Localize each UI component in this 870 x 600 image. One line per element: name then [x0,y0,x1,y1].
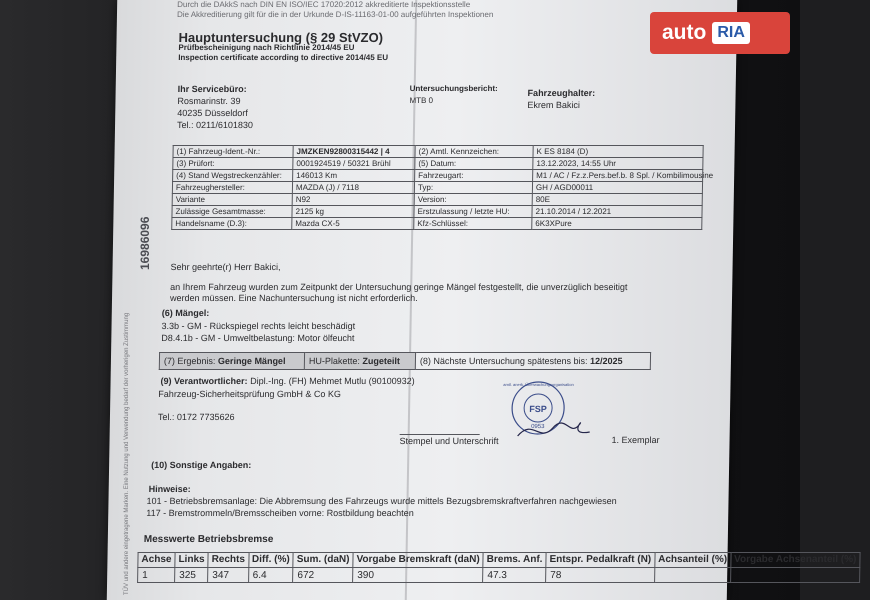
measurement-header: Links [175,553,208,568]
vehicle-field-value: JMZKEN92800315442 | 4 [293,146,415,158]
vehicle-field-label: Kfz-Schlüssel: [414,218,532,230]
vehicle-field-label: (5) Datum: [415,158,533,170]
report-number-label: Untersuchungsbericht: [409,84,498,93]
next-inspection-cell [415,353,650,370]
vehicle-field-value: 80E [532,194,702,206]
measurement-header: Rechts [208,553,249,568]
measurement-cell: 347 [208,568,249,583]
measurement-cell [654,568,730,583]
vehicle-field-label: Variante [172,194,292,206]
signature-stroke [518,423,590,436]
vehicle-data-row [172,206,702,218]
hint-line1: 101 - Betriebsbremsanlage: Die Abbremsung des Fahrzeugs wurde mittels Bezugsbremskraftverfahren nachgewiesen [146,496,617,506]
subtitle-de: Prüfbescheinigung nach Richtlinie 2014/45 EU [178,43,355,52]
vehicle-field-value: 0001924519 / 50321 Brühl [293,158,415,170]
vehicle-field-label: (2) Amtl. Kennzeichen: [415,146,533,158]
vehicle-field-value: N92 [292,194,414,206]
result-label: (7) Ergebnis: [163,356,216,366]
measurement-cell: 672 [293,568,353,583]
stamp-center: FSP [529,404,547,414]
intro-line1: an Ihrem Fahrzeug wurden zum Zeitpunkt der Untersuchung geringe Mängel festgestellt, die unverzüglich beseitigt [170,282,628,292]
responsible-label: (9) Verantwortlicher: [160,376,248,386]
measurement-header: Entspr. Pedalkraft (N) [546,553,655,568]
measurements-title: Messwerte Betriebsbremse [143,534,274,545]
measurement-header: Vorgabe Bremskraft (daN) [353,553,483,568]
measurement-cell: 325 [175,568,208,583]
measurement-cell [730,568,860,583]
next-inspection-label: (8) Nächste Untersuchung spätestens bis: [419,356,588,366]
vehicle-field-value: Mazda CX-5 [292,218,414,230]
result-value: Geringe Mängel [217,356,286,366]
vehicle-field-label: Handelsname (D.3): [172,218,292,230]
owner-value: Ekrem Bakici [527,100,581,110]
intro-line2: werden müssen. Eine Nachuntersuchung ist nicht erforderlich. [169,293,418,303]
service-street: Rosmarinstr. 39 [177,96,241,106]
accreditation-line2: Die Akkreditierung gilt für die in der Urkunde D-IS-11163-01-00 aufgeführten Inspektionen [176,10,494,19]
autoria-watermark [650,12,790,54]
plakette-value: Zugeteilt [362,356,401,366]
vehicle-field-label: Fahrzeugart: [415,170,533,182]
responsible-name: Dipl.-Ing. (FH) Mehmet Mutlu (90100932) [250,376,415,386]
vehicle-data-row [173,158,703,170]
vehicle-field-value: 6K3XPure [532,218,702,230]
service-heading: Ihr Servicebüro: [177,84,247,94]
measurement-cell: 390 [353,568,483,583]
measurement-header: Sum. (daN) [293,553,353,568]
vehicle-field-label: Version: [414,194,532,206]
vehicle-data-table [171,145,714,230]
stamp-number: 0953 [531,424,545,430]
vehicle-field-label: Zulässige Gesamtmasse: [172,206,292,218]
other-info-heading: (10) Sonstige Angaben: [151,460,252,470]
plakette-cell [304,353,415,370]
vehicle-field-label: (1) Fahrzeug-Ident.-Nr.: [173,146,293,158]
vehicle-data-row [173,146,703,158]
vehicle-field-label: Typ: [414,182,532,194]
plakette-label: HU-Plakette: [308,356,360,366]
exemplar-label: 1. Exemplar [611,435,660,445]
measurement-cell: 47.3 [483,568,546,583]
vehicle-data-row [172,194,702,206]
vehicle-field-label: (4) Stand Wegstreckenzähler: [173,170,293,182]
vehicle-field-value: 21.10.2014 / 12.2021 [532,206,702,218]
result-table [159,352,651,370]
vehicle-field-value: 13.12.2023, 14:55 Uhr [533,158,703,170]
owner-label: Fahrzeughalter: [527,88,596,98]
vehicle-field-label: Fahrzeughersteller: [172,182,292,194]
subtitle-en: Inspection certificate according to directive 2014/45 EU [178,53,389,62]
service-city: 40235 Düsseldorf [177,108,248,118]
defect-item: 3.3b - GM - Rückspiegel rechts leicht beschädigt [161,321,356,331]
vehicle-data-row [172,182,702,194]
watermark-left-text: auto [662,21,707,44]
vehicle-field-value: GH / AGD00011 [532,182,702,194]
defect-item: D8.4.1b - GM - Umweltbelastung: Motor ölfeucht [161,333,355,343]
hint-line2: 117 - Bremstrommeln/Bremsscheiben vorne: Rostbildung beachten [146,508,414,518]
signature-label: Stempel und Unterschrift [399,436,499,446]
defects-heading: (6) Mängel: [161,308,210,318]
vehicle-data-row [172,218,702,230]
vehicle-field-label: (3) Prüfort: [173,158,293,170]
measurement-cell: 78 [546,568,655,583]
vehicle-data-row [173,170,703,182]
stamp-text: amtl. anerk. Überwachungsorganisation [503,382,574,387]
measurement-row [138,568,860,583]
measurement-header: Vorgabe Achsenanteil (%) [730,553,860,568]
vehicle-field-value: 2125 kg [292,206,414,218]
side-document-number: 16986096 [138,216,152,270]
vehicle-field-label: Erstzulassung / letzte HU: [414,206,532,218]
responsible-row [160,376,414,386]
accreditation-line1: Durch die DAkkS nach DIN EN ISO/IEC 17020:2012 akkreditierte Inspektionsstelle [177,0,471,9]
result-cell [159,353,304,370]
vehicle-field-value: 146013 Km [293,170,415,182]
vehicle-field-value: M1 / AC / Fz.z.Pers.bef.b. 8 Spl. / Kombilimousine [533,170,703,182]
inspection-certificate-paper [107,0,857,600]
responsible-company: Fahrzeug-Sicherheitsprüfung GmbH & Co KG [158,389,342,399]
measurement-header: Achse [138,553,175,568]
measurement-cell: 1 [138,568,175,583]
brake-measurements-table [137,552,860,583]
report-number-value: MTB 0 [409,96,434,105]
watermark-right-text: RIA [712,22,750,44]
vehicle-field-value: MAZDA (J) / 7118 [292,182,414,194]
responsible-phone: Tel.: 0172 7735626 [157,412,235,422]
measurement-header: Achsanteil (%) [655,553,731,568]
side-copyright-note: TÜV und andere eingetragene Marken. Eine Nutzung und Verwendung bedarf der vorherigen Zustimmung [124,312,130,595]
service-phone: Tel.: 0211/6101830 [176,120,254,130]
salutation: Sehr geehrte(r) Herr Bakici, [170,262,281,272]
measurement-cell: 6.4 [248,568,293,583]
vehicle-field-value: K ES 8184 (D) [533,146,703,158]
next-inspection-value: 12/2025 [589,356,623,366]
measurement-header: Diff. (%) [248,553,293,568]
hints-heading: Hinweise: [148,484,191,494]
measurement-header: Brems. Anf. [483,553,546,568]
page-title: Hauptuntersuchung (§ 29 StVZO) [178,30,384,45]
